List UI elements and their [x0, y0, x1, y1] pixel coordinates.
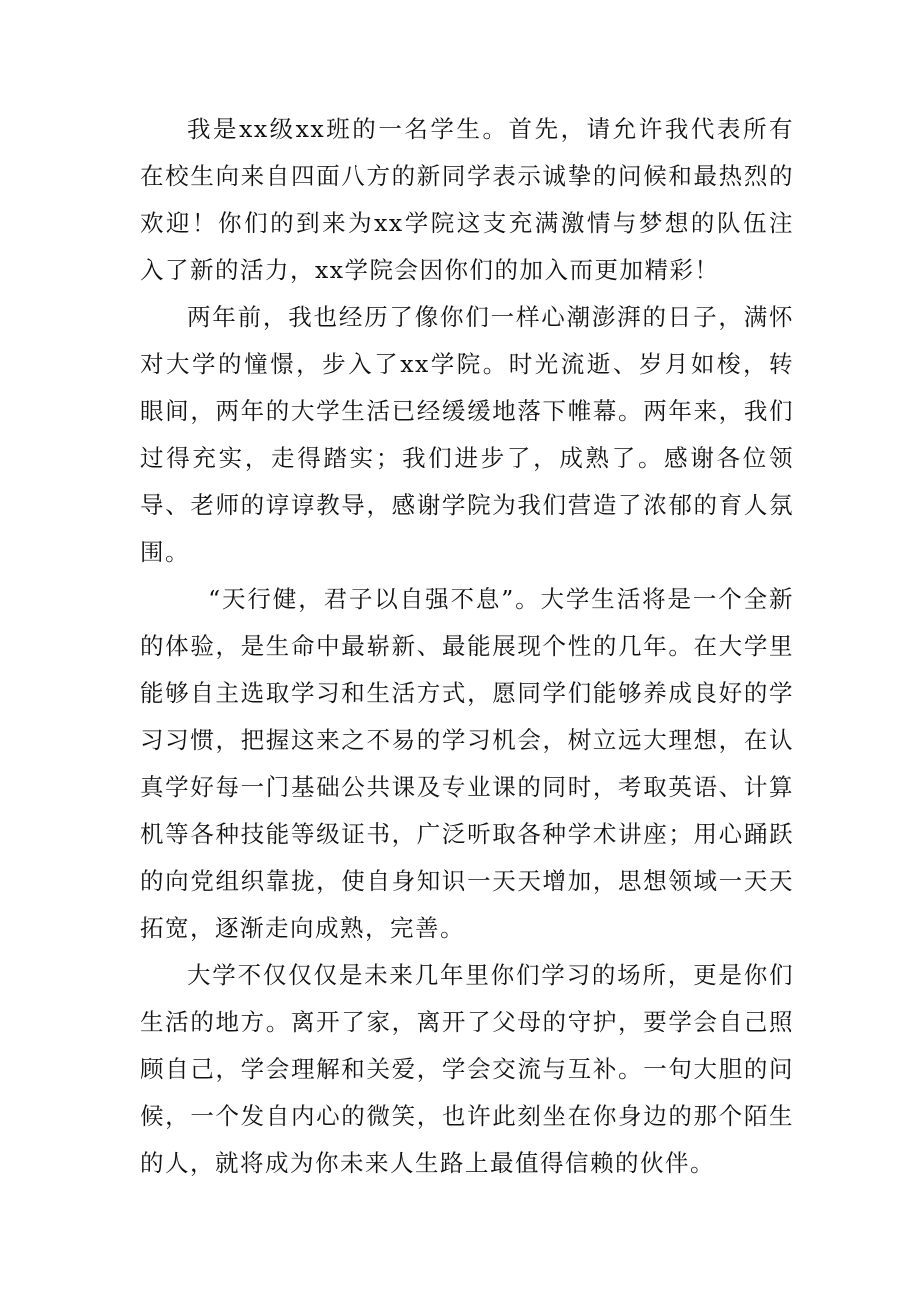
paragraph-two-years-ago: 两年前，我也经历了像你们一样心潮澎湃的日子，满怀对大学的憧憬，步入了xx学院。时光流逝、岁月如梭，转眼间，两年的大学生活已经缓缓地落下帷幕。两年来，我们过得充实，走得踏实；我们进步了，成熟了。感谢各位领导、老师的谆谆教导，感谢学院为我们营造了浓郁的育人氛围。 — [140, 303, 794, 566]
paragraph-motto: “天行健，君子以自强不息”。大学生活将是一个全新的体验，是生命中最崭新、最能展现个性的几年。在大学里能够自主选取学习和生活方式，愿同学们能够养成良好的学习习惯，把握这来之不易的学习机会，树立远大理想，在认真学好每一门基础公共课及专业课的同时，考取英语、计算机等各种技能等级证书，广泛听取各种学术讲座；用心踊跃的向党组织靠拢，使自身知识一天天增加，思想领域一天天拓宽，逐渐走向成熟，完善。 — [140, 585, 794, 942]
paragraph-campus-life: 大学不仅仅仅是未来几年里你们学习的场所，更是你们生活的地方。离开了家，离开了父母的守护，要学会自己照顾自己，学会理解和关爱，学会交流与互补。一句大胆的问候，一个发自内心的微笑，也许此刻坐在你身边的那个陌生的人，就将成为你未来人生路上最值得信赖的伙伴。 — [140, 961, 794, 1177]
document-body — [140, 106, 794, 1187]
paragraph-welcome: 我是xx级xx班的一名学生。首先，请允许我代表所有在校生向来自四面八方的新同学表示诚挚的问候和最热烈的欢迎！你们的到来为xx学院这支充满激情与梦想的队伍注入了新的活力，xx学院会因你们的加入而更加精彩！ — [140, 115, 794, 284]
